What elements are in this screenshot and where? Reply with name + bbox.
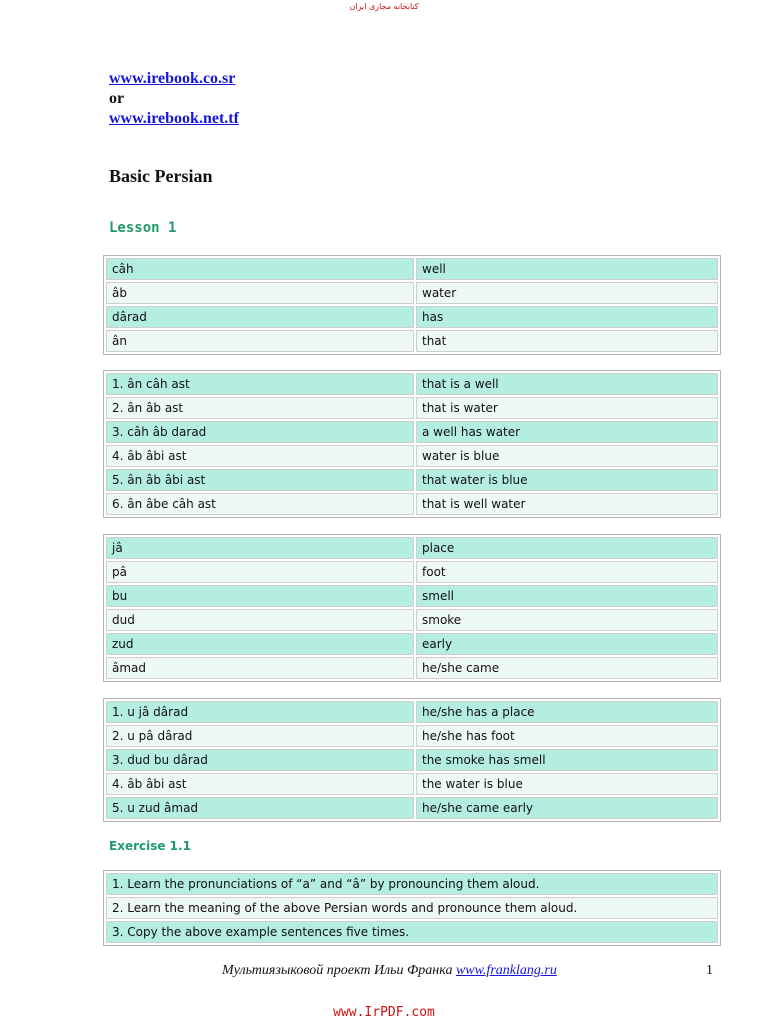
english-cell: that is well water xyxy=(416,493,718,515)
lesson-heading: Lesson 1 xyxy=(109,220,177,236)
english-cell: that xyxy=(416,330,718,352)
table-row xyxy=(106,701,718,723)
persian-cell: 3. câh âb darad xyxy=(106,421,414,443)
table-row xyxy=(106,921,718,943)
irebook-net-link[interactable]: www.irebook.net.tf xyxy=(109,110,239,127)
persian-cell: 1. u jâ dârad xyxy=(106,701,414,723)
document-title: Basic Persian xyxy=(109,166,213,186)
table-row xyxy=(106,657,718,679)
table-row xyxy=(106,306,718,328)
english-cell: he/she has a place xyxy=(416,701,718,723)
vocab-table-1 xyxy=(103,255,721,355)
table-row xyxy=(106,537,718,559)
table-row xyxy=(106,773,718,795)
persian-cell: 2. u pâ dârad xyxy=(106,725,414,747)
english-cell: he/she has foot xyxy=(416,725,718,747)
persian-cell: 5. ân âb âbi ast xyxy=(106,469,414,491)
english-cell: water is blue xyxy=(416,445,718,467)
persian-cell: 3. dud bu dârad xyxy=(106,749,414,771)
english-cell: smell xyxy=(416,585,718,607)
english-cell: the smoke has smell xyxy=(416,749,718,771)
english-cell: has xyxy=(416,306,718,328)
english-cell: early xyxy=(416,633,718,655)
table-row xyxy=(106,797,718,819)
table-row xyxy=(106,330,718,352)
persian-cell: câh xyxy=(106,258,414,280)
english-cell: smoke xyxy=(416,609,718,631)
table-row xyxy=(106,633,718,655)
table-row xyxy=(106,561,718,583)
table-row xyxy=(106,749,718,771)
table-row xyxy=(106,493,718,515)
page-number: 1 xyxy=(706,963,713,978)
english-cell: water xyxy=(416,282,718,304)
website-links xyxy=(109,69,239,129)
english-cell: foot xyxy=(416,561,718,583)
exercise-heading: Exercise 1.1 xyxy=(109,839,191,853)
table-row xyxy=(106,609,718,631)
vocab-table-2 xyxy=(103,534,721,682)
table-row xyxy=(106,258,718,280)
persian-cell: pâ xyxy=(106,561,414,583)
persian-cell: bu xyxy=(106,585,414,607)
english-cell: a well has water xyxy=(416,421,718,443)
table-row xyxy=(106,585,718,607)
english-cell: that is water xyxy=(416,397,718,419)
table-row xyxy=(106,873,718,895)
footer-text: Мультиязыковой проект Ильи Франка xyxy=(222,963,453,978)
persian-cell: zud xyxy=(106,633,414,655)
exercise-item: 3. Copy the above example sentences five times. xyxy=(106,921,718,943)
sentence-table-1 xyxy=(103,370,721,518)
english-cell: that is a well xyxy=(416,373,718,395)
persian-cell: dârad xyxy=(106,306,414,328)
persian-cell: 2. ân âb ast xyxy=(106,397,414,419)
franklang-link[interactable]: www.franklang.ru xyxy=(455,963,557,978)
top-banner: کتابخانه مجازی ایران xyxy=(349,2,419,11)
sentence-table-2 xyxy=(103,698,721,822)
english-cell: well xyxy=(416,258,718,280)
english-cell: the water is blue xyxy=(416,773,718,795)
table-row xyxy=(106,469,718,491)
table-row xyxy=(106,397,718,419)
english-cell: that water is blue xyxy=(416,469,718,491)
persian-cell: jâ xyxy=(106,537,414,559)
table-row xyxy=(106,445,718,467)
exercise-item: 2. Learn the meaning of the above Persian words and pronounce them aloud. xyxy=(106,897,718,919)
table-row xyxy=(106,282,718,304)
persian-cell: 6. ân âbe câh ast xyxy=(106,493,414,515)
table-row xyxy=(106,421,718,443)
irebook-co-link[interactable]: www.irebook.co.sr xyxy=(109,70,236,87)
persian-cell: 5. u zud âmad xyxy=(106,797,414,819)
english-cell: he/she came early xyxy=(416,797,718,819)
persian-cell: dud xyxy=(106,609,414,631)
english-cell: he/she came xyxy=(416,657,718,679)
exercise-item: 1. Learn the pronunciations of “a” and “â” by pronouncing them aloud. xyxy=(106,873,718,895)
persian-cell: âb xyxy=(106,282,414,304)
table-row xyxy=(106,373,718,395)
table-row xyxy=(106,897,718,919)
exercise-table xyxy=(103,870,721,946)
or-text: or xyxy=(109,90,125,107)
persian-cell: 1. ân câh ast xyxy=(106,373,414,395)
english-cell: place xyxy=(416,537,718,559)
persian-cell: 4. âb âbi ast xyxy=(106,773,414,795)
table-row xyxy=(106,725,718,747)
persian-cell: 4. âb âbi ast xyxy=(106,445,414,467)
persian-cell: ân xyxy=(106,330,414,352)
irpdf-watermark-url: www.IrPDF.com xyxy=(333,1005,435,1020)
persian-cell: âmad xyxy=(106,657,414,679)
